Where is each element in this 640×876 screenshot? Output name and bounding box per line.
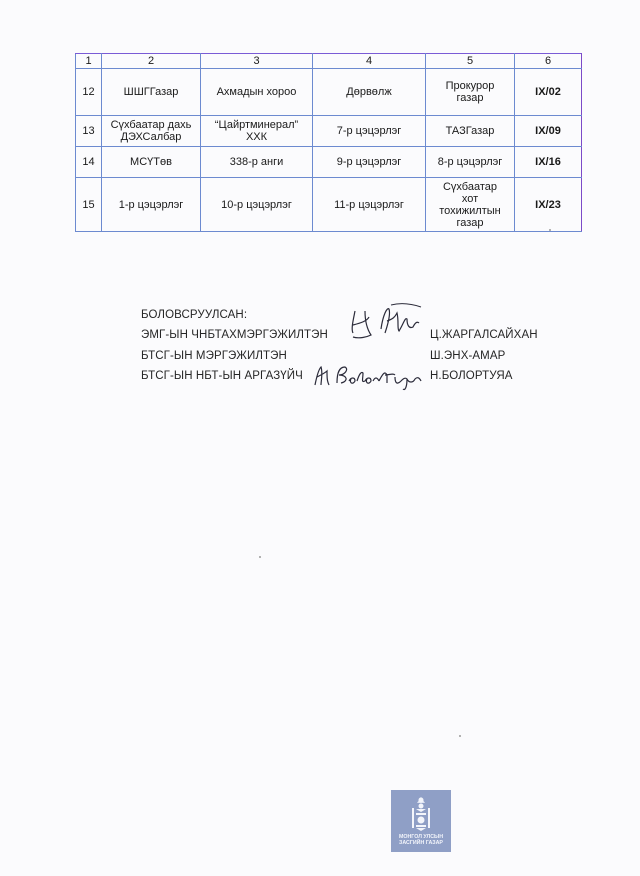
table-cell: 338-р анги [201,147,313,178]
table-cell: IX/23 [515,178,582,232]
signatory-name: Н.БОЛОРТУЯА [430,370,513,382]
signatory-title: ЭМГ-ЫН ЧНБТАХМЭРГЭЖИЛТЭН [141,329,328,341]
column-header: 1 [76,54,102,69]
table-cell: 15 [76,178,102,232]
table-cell: 1-р цэцэрлэг [102,178,201,232]
government-logo [391,790,451,852]
column-header: 6 [515,54,582,69]
table-cell: 13 [76,116,102,147]
table-row [76,178,582,232]
table-cell: Ахмадын хороо [201,69,313,116]
table-cell: МСҮТөв [102,147,201,178]
table-cell: IX/16 [515,147,582,178]
soyombo-icon [391,794,451,832]
handwritten-signature [347,303,429,343]
prepared-by-heading: БОЛОВСРУУЛСАН: [141,309,248,321]
table-header-row [76,54,582,69]
table-row [76,116,582,147]
scan-speck [549,229,551,231]
table-cell: 14 [76,147,102,178]
table-cell: “Цайртминерал” ХХК [201,116,313,147]
table-cell: 9-р цэцэрлэг [313,147,426,178]
table-cell: Сүхбаатар дахь ДЭХСалбар [102,116,201,147]
scan-speck [459,735,461,737]
column-header: 2 [102,54,201,69]
table-cell: 8-р цэцэрлэг [426,147,515,178]
table-cell: 12 [76,69,102,116]
table-cell: Дөрвөлж [313,69,426,116]
table-cell: 11-р цэцэрлэг [313,178,426,232]
signatory-title: БТСГ-ЫН НБТ-ЫН АРГАЗҮЙЧ [141,370,303,382]
handwritten-signature [309,361,437,391]
signatory-name: Ш.ЭНХ-АМАР [430,350,506,362]
schedule-table [75,53,582,232]
scan-speck [259,556,261,558]
column-header: 5 [426,54,515,69]
table-cell: IX/02 [515,69,582,116]
logo-caption: МОНГОЛ УЛСЫН ЗАСГИЙН ГАЗАР [398,834,444,846]
table-cell: IX/09 [515,116,582,147]
signatory-name: Ц.ЖАРГАЛСАЙХАН [430,329,538,341]
table-cell: ТАЗГазар [426,116,515,147]
table-cell: Прокурор газар [426,69,515,116]
signatory-title: БТСГ-ЫН МЭРГЭЖИЛТЭН [141,350,287,362]
column-header: 3 [201,54,313,69]
column-header: 4 [313,54,426,69]
table-cell: 10-р цэцэрлэг [201,178,313,232]
table-cell: 7-р цэцэрлэг [313,116,426,147]
table-cell: Сүхбаатар хот тохижилтын газар [426,178,515,232]
table-row [76,69,582,116]
table-row [76,147,582,178]
table-cell: ШШГГазар [102,69,201,116]
